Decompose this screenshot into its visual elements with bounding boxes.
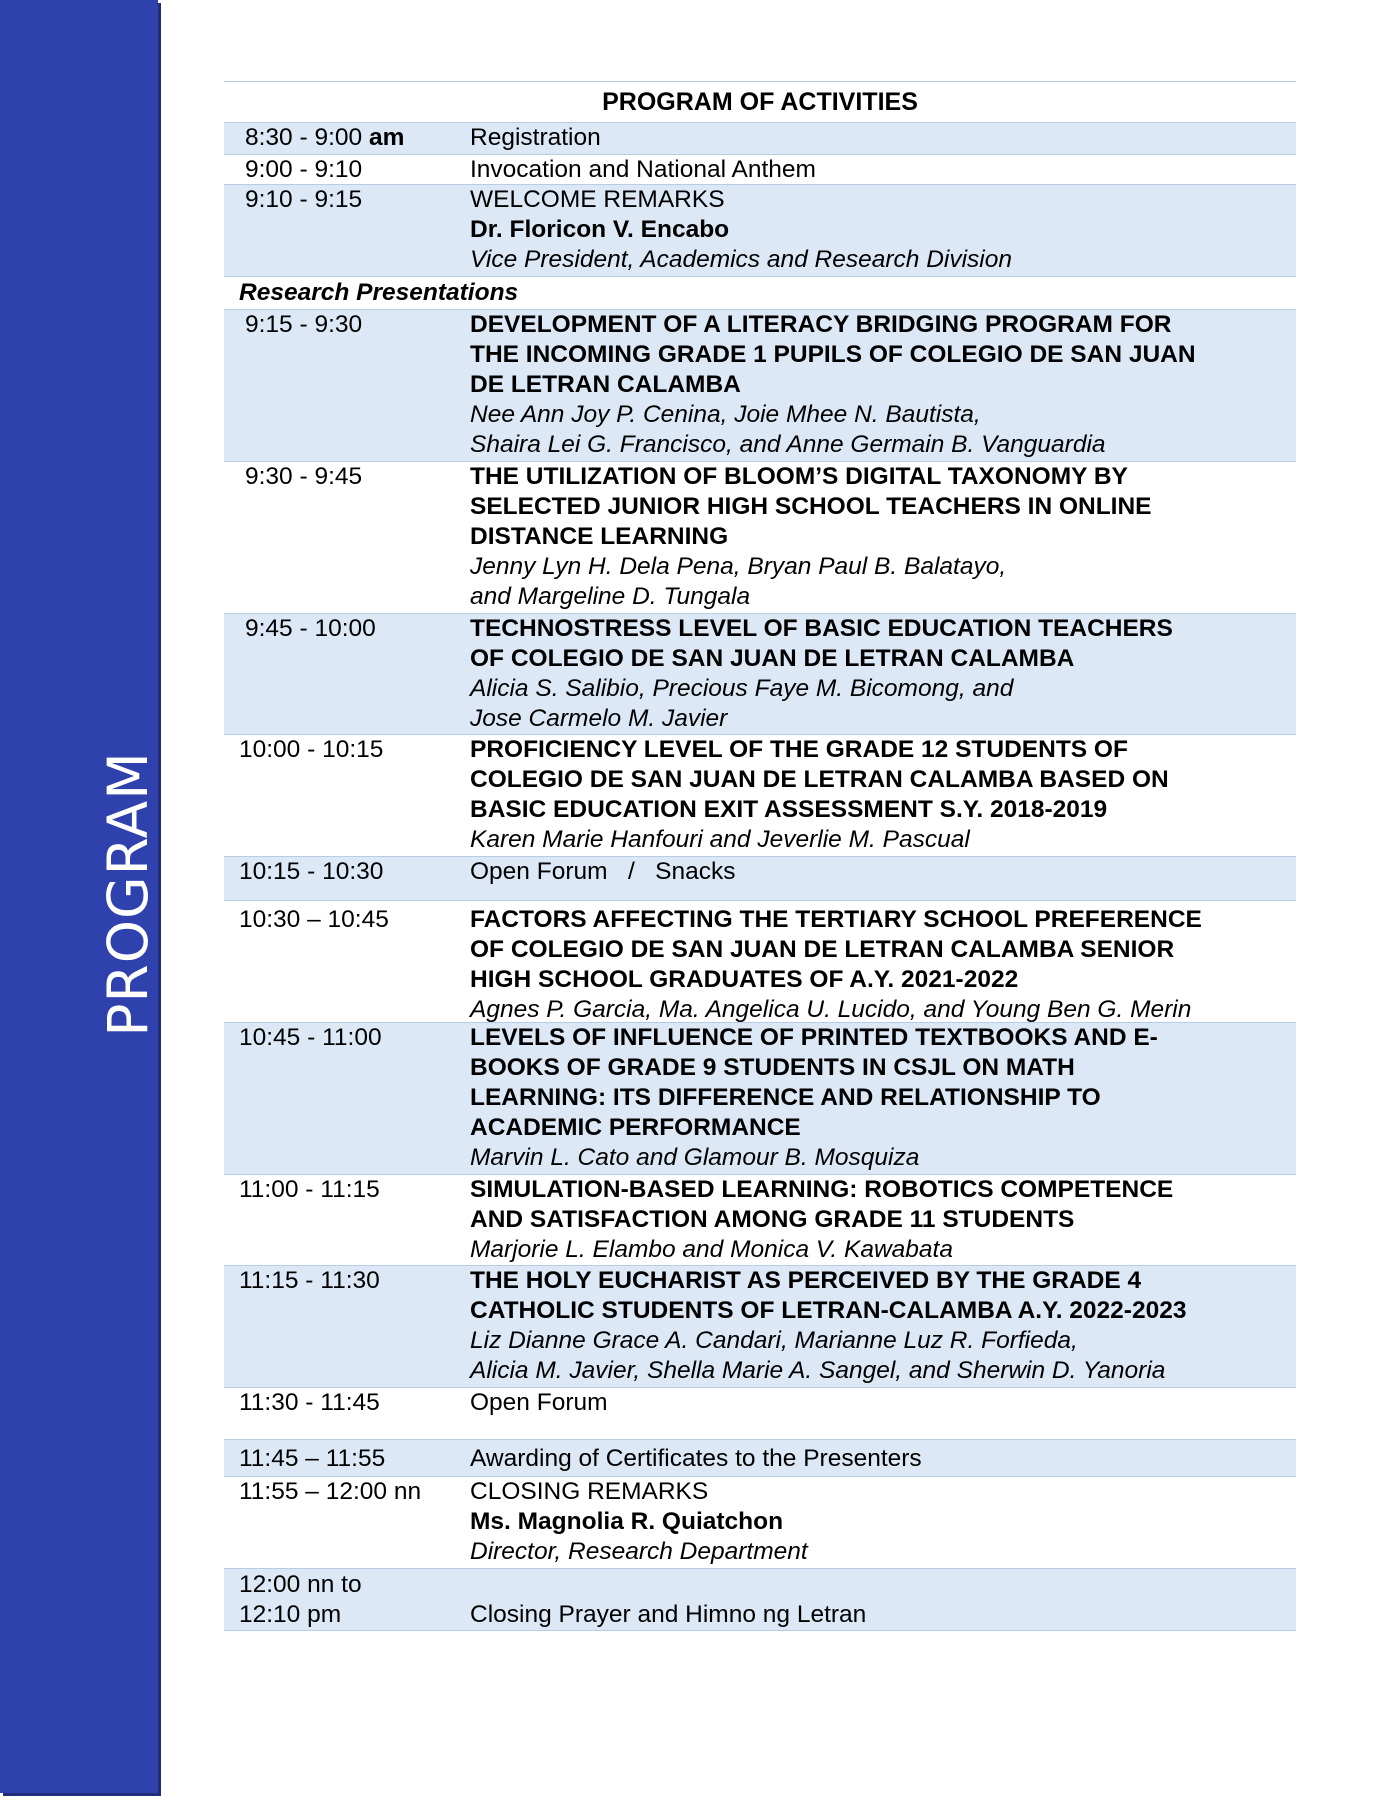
- activity-cell: [470, 905, 1296, 1022]
- section-heading: Research Presentations: [224, 277, 1296, 310]
- authors-line: Jenny Lyn H. Dela Pena, Bryan Paul B. Balatayo,: [470, 553, 1007, 580]
- time-cell: 10:45 - 11:00: [239, 1024, 382, 1051]
- table-row: [224, 1175, 1296, 1266]
- activity-cell: Closing Prayer and Himno ng Letran: [470, 1601, 867, 1628]
- table-row: [224, 155, 1296, 185]
- time-cell: 10:15 - 10:30: [239, 858, 384, 885]
- paper-title-line: THE HOLY EUCHARIST AS PERCEIVED BY THE GRADE 4: [470, 1267, 1142, 1294]
- time-cell: 9:00 - 9:10: [245, 156, 363, 183]
- activity-cell: Open Forum / Snacks: [470, 858, 736, 885]
- paper-title-line: SELECTED JUNIOR HIGH SCHOOL TEACHERS IN ONLINE: [470, 493, 1152, 520]
- paper-title-line: PROFICIENCY LEVEL OF THE GRADE 12 STUDENTS OF: [470, 736, 1128, 763]
- program-table: [224, 81, 1296, 1631]
- paper-title-line: ACADEMIC PERFORMANCE: [470, 1114, 801, 1141]
- table-row: [224, 614, 1296, 735]
- authors-line: Marvin L. Cato and Glamour B. Mosquiza: [470, 1144, 920, 1171]
- time-cell: 9:10 - 9:15: [245, 186, 363, 213]
- activity-cell: [470, 185, 1296, 276]
- time-cell: 11:30 - 11:45: [239, 1389, 380, 1416]
- paper-title-line: BASIC EDUCATION EXIT ASSESSMENT S.Y. 2018-2019: [470, 796, 1108, 823]
- table-row: [224, 735, 1296, 857]
- authors-line: Alicia S. Salibio, Precious Faye M. Bicomong, and: [470, 675, 1014, 702]
- paper-title-line: SIMULATION-BASED LEARNING: ROBOTICS COMPETENCE: [470, 1176, 1174, 1203]
- activity-cell: [470, 1477, 1296, 1568]
- paper-title-line: THE UTILIZATION OF BLOOM’S DIGITAL TAXONOMY BY: [470, 463, 1128, 490]
- activity-cell: Open Forum: [470, 1389, 608, 1416]
- paper-title-line: LEARNING: ITS DIFFERENCE AND RELATIONSHIP TO: [470, 1084, 1101, 1111]
- paper-title-line: AND SATISFACTION AMONG GRADE 11 STUDENTS: [470, 1206, 1075, 1233]
- time-cell: 10:30 – 10:45: [239, 906, 389, 933]
- paper-title-line: THE INCOMING GRADE 1 PUPILS OF COLEGIO DE SAN JUAN: [470, 341, 1196, 368]
- authors-line: Alicia M. Javier, Shella Marie A. Sangel, and Sherwin D. Yanoria: [470, 1357, 1166, 1384]
- paper-title-line: DISTANCE LEARNING: [470, 523, 729, 550]
- authors-line: Karen Marie Hanfouri and Jeverlie M. Pascual: [470, 826, 970, 853]
- activity-line: WELCOME REMARKS: [470, 186, 725, 213]
- speaker-role: Director, Research Department: [470, 1538, 808, 1565]
- authors-line: and Margeline D. Tungala: [470, 583, 751, 610]
- authors-line: Shaira Lei G. Francisco, and Anne Germain B. Vanguardia: [470, 431, 1106, 458]
- time-cell: [224, 1570, 470, 1630]
- table-row: [224, 1266, 1296, 1388]
- activity-cell: Registration: [470, 124, 601, 151]
- table-row: [224, 857, 1296, 901]
- table-row: [224, 185, 1296, 277]
- speaker-name: Dr. Floricon V. Encabo: [470, 216, 730, 243]
- activity-cell: [470, 1023, 1296, 1174]
- time-cell: 8:30 - 9:00 am: [245, 124, 405, 151]
- time-line: 12:10 pm: [239, 1601, 342, 1628]
- authors-line: Marjorie L. Elambo and Monica V. Kawabata: [470, 1236, 953, 1263]
- activity-cell: Invocation and National Anthem: [470, 156, 816, 183]
- paper-title-line: BOOKS OF GRADE 9 STUDENTS IN CSJL ON MATH: [470, 1054, 1075, 1081]
- table-row: [224, 310, 1296, 462]
- table-row: [224, 901, 1296, 1023]
- program-title: PROGRAM OF ACTIVITIES: [224, 82, 1296, 123]
- sidebar-label: PROGRAM: [96, 751, 160, 1037]
- time-cell: 11:45 – 11:55: [239, 1445, 386, 1472]
- time-cell: 9:30 - 9:45: [245, 463, 363, 490]
- activity-cell: [470, 1266, 1296, 1387]
- paper-title-line: LEVELS OF INFLUENCE OF PRINTED TEXTBOOKS AND E-: [470, 1024, 1158, 1051]
- paper-title-line: TECHNOSTRESS LEVEL OF BASIC EDUCATION TEACHERS: [470, 615, 1173, 642]
- paper-title-line: OF COLEGIO DE SAN JUAN DE LETRAN CALAMBA SENIOR: [470, 936, 1175, 963]
- time-line: 12:00 nn to: [239, 1571, 362, 1598]
- authors-line: Jose Carmelo M. Javier: [470, 705, 728, 732]
- paper-title-line: HIGH SCHOOL GRADUATES OF A.Y. 2021-2022: [470, 966, 1019, 993]
- activity-cell: [470, 1175, 1296, 1265]
- activity-cell: Awarding of Certificates to the Presenters: [470, 1445, 922, 1472]
- table-row: [224, 1388, 1296, 1440]
- activity-line: CLOSING REMARKS: [470, 1478, 709, 1505]
- sidebar-band: [0, 0, 158, 1793]
- authors-line: Nee Ann Joy P. Cenina, Joie Mhee N. Bautista,: [470, 401, 981, 428]
- time-cell: 11:55 – 12:00 nn: [239, 1478, 422, 1505]
- paper-title-line: DE LETRAN CALAMBA: [470, 371, 741, 398]
- time-cell: 10:00 - 10:15: [239, 736, 384, 763]
- paper-title-line: CATHOLIC STUDENTS OF LETRAN-CALAMBA A.Y. 2022-2023: [470, 1297, 1187, 1324]
- time-cell: 11:00 - 11:15: [239, 1176, 380, 1203]
- paper-title-line: DEVELOPMENT OF A LITERACY BRIDGING PROGRAM FOR: [470, 311, 1172, 338]
- paper-title-line: COLEGIO DE SAN JUAN DE LETRAN CALAMBA BASED ON: [470, 766, 1169, 793]
- activity-cell: [470, 462, 1296, 613]
- time-cell: 11:15 - 11:30: [239, 1267, 380, 1294]
- authors-line: Agnes P. Garcia, Ma. Angelica U. Lucido, and Young Ben G. Merin: [470, 996, 1192, 1023]
- activity-cell: [470, 310, 1296, 461]
- authors-line: Liz Dianne Grace A. Candari, Marianne Luz R. Forfieda,: [470, 1327, 1078, 1354]
- activity-cell: [470, 614, 1296, 734]
- time-cell: 9:45 - 10:00: [245, 615, 376, 642]
- speaker-name: Ms. Magnolia R. Quiatchon: [470, 1508, 784, 1535]
- table-row: [224, 1440, 1296, 1477]
- table-row: [224, 462, 1296, 614]
- paper-title-line: OF COLEGIO DE SAN JUAN DE LETRAN CALAMBA: [470, 645, 1075, 672]
- speaker-role: Vice President, Academics and Research Division: [470, 246, 1012, 273]
- activity-cell: [470, 735, 1296, 856]
- table-row: [224, 1569, 1296, 1631]
- table-row: [224, 123, 1296, 155]
- table-row: [224, 1477, 1296, 1569]
- paper-title-line: FACTORS AFFECTING THE TERTIARY SCHOOL PREFERENCE: [470, 906, 1202, 933]
- time-cell: 9:15 - 9:30: [245, 311, 363, 338]
- table-row: [224, 1023, 1296, 1175]
